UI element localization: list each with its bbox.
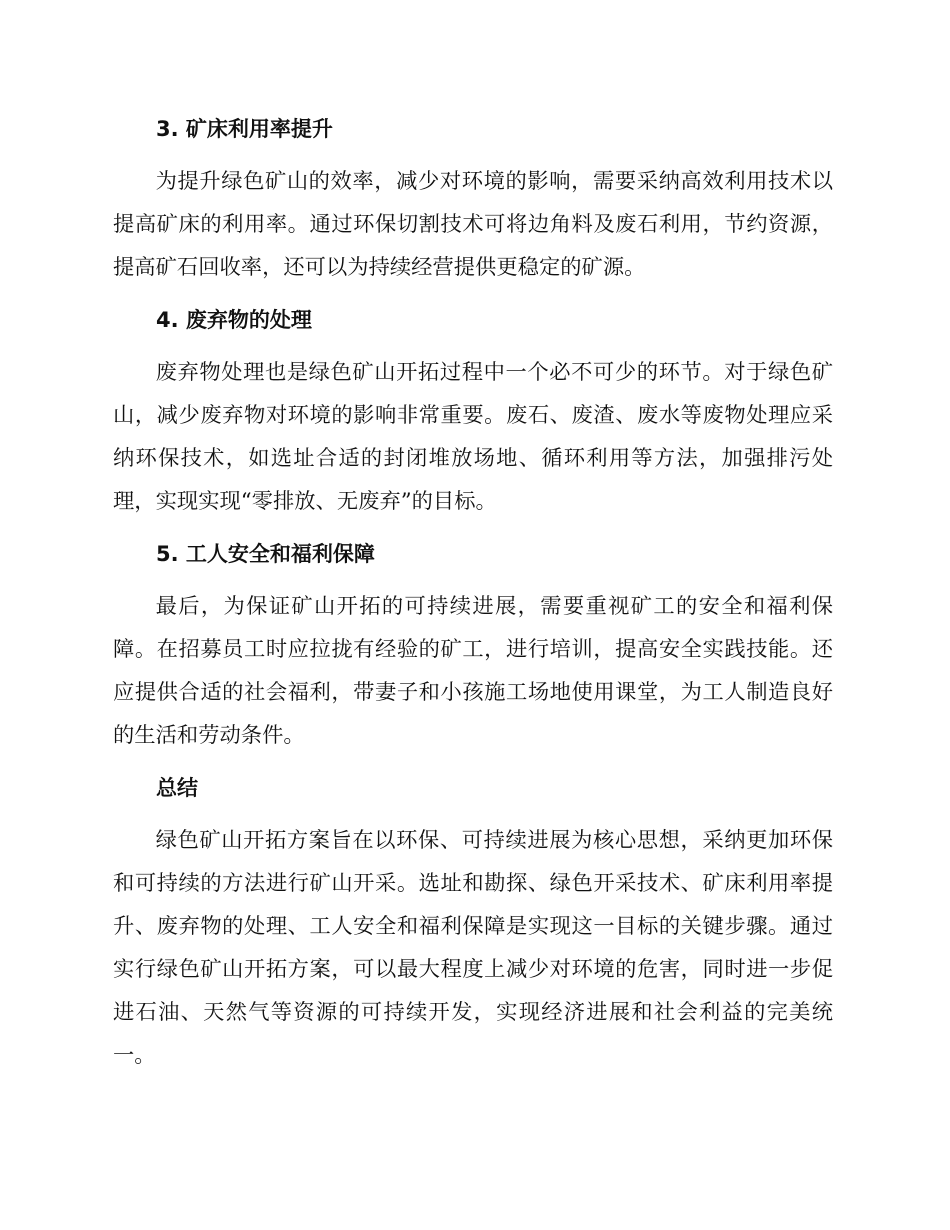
section-summary (113, 767, 833, 1077)
section-paragraph: 为提升绿色矿山的效率，减少对环境的影响，需要采纳高效利用技术以提高矿床的利用率。通过环保切割技术可将边角料及废石利用，节约资源，提高矿石回收率，还可以为持续经营提供更稳定的矿源。 (113, 169, 833, 280)
section-heading: 3. 矿床利用率提升 (156, 117, 333, 141)
section-worker-safety (113, 533, 833, 757)
section-heading: 4. 废弃物的处理 (156, 308, 312, 332)
document-page (113, 108, 833, 1077)
section-bed-utilization (113, 108, 833, 289)
section-paragraph: 废弃物处理也是绿色矿山开拓过程中一个必不可少的环节。对于绿色矿山，减少废弃物对环境的影响非常重要。废石、废渣、废水等废物处理应采纳环保技术，如选址合适的封闭堆放场地、循环利用等方法，加强排污处理，实现实现“零排放、无废弃”的目标。 (113, 360, 833, 514)
section-waste-treatment (113, 299, 833, 523)
section-heading: 总结 (156, 776, 198, 800)
section-paragraph: 绿色矿山开拓方案旨在以环保、可持续进展为核心思想，采纳更加环保和可持续的方法进行矿山开采。选址和勘探、绿色开采技术、矿床利用率提升、废弃物的处理、工人安全和福利保障是实现这一目标的关键步骤。通过实行绿色矿山开拓方案，可以最大程度上减少对环境的危害，同时进一步促进石油、天然气等资源的可持续开发，实现经济进展和社会利益的完美统一。 (113, 828, 833, 1068)
section-heading: 5. 工人安全和福利保障 (156, 542, 375, 566)
section-paragraph: 最后，为保证矿山开拓的可持续进展，需要重视矿工的安全和福利保障。在招募员工时应拉拢有经验的矿工，进行培训，提高安全实践技能。还应提供合适的社会福利，带妻子和小孩施工场地使用课堂，为工人制造良好的生活和劳动条件。 (113, 594, 833, 748)
